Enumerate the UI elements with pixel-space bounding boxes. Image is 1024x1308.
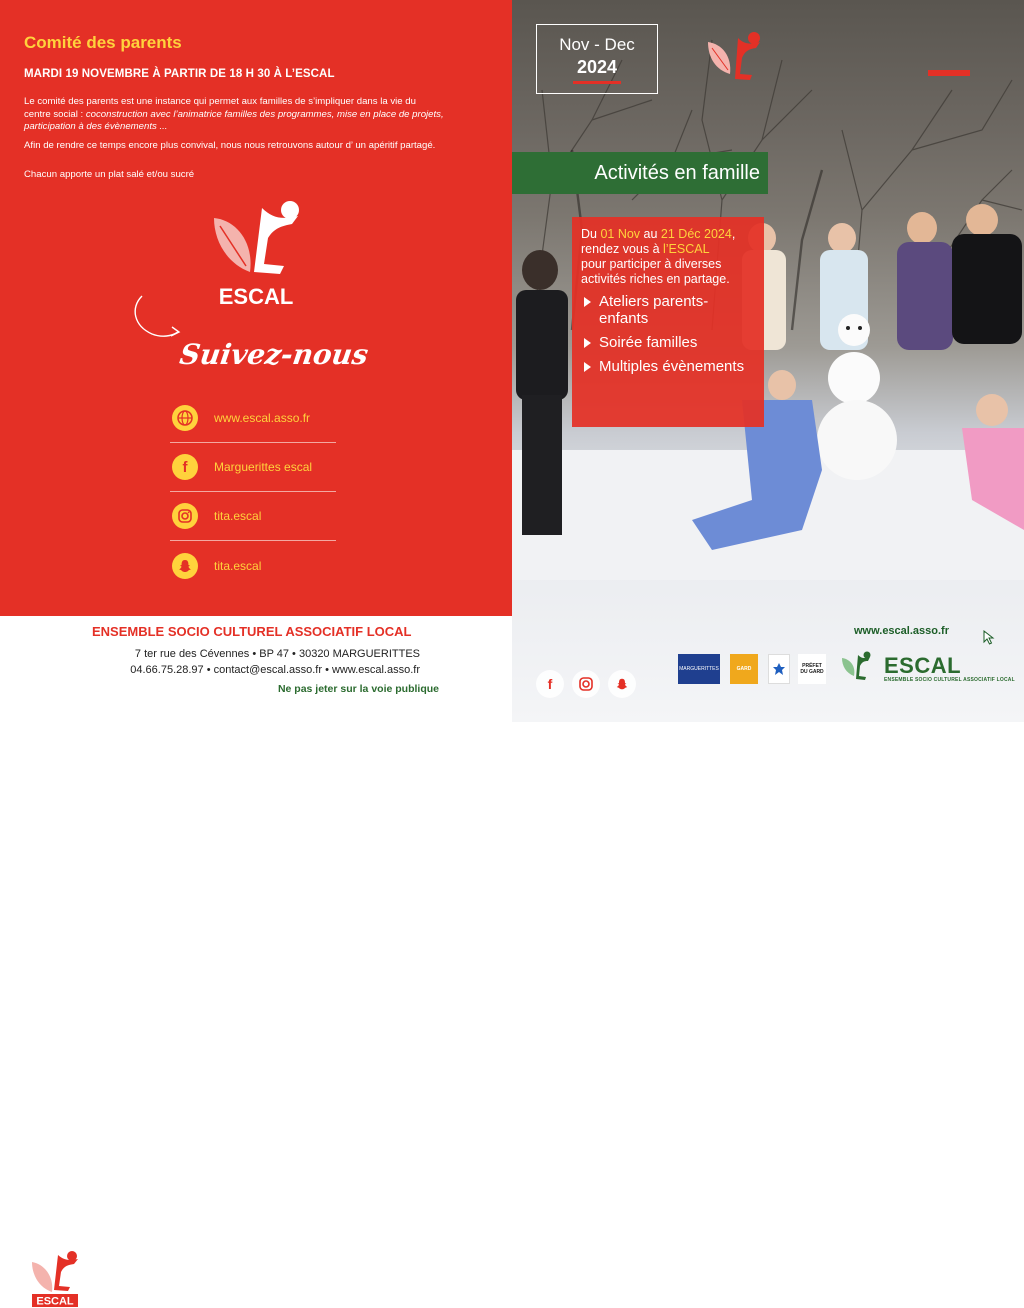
snapchat-icon[interactable]	[608, 670, 636, 698]
conviviality-paragraph: Afin de rendre ce temps encore plus convival, nous nous retrouvons autour d’ un apéritif partagé.	[24, 140, 436, 151]
event-date: MARDI 19 NOVEMBRE À PARTIR DE 18 H 30 À L’ESCAL	[24, 68, 335, 80]
activities-list	[581, 293, 756, 375]
activities-heading: Activités en famille	[512, 152, 768, 194]
facebook-icon[interactable]: f	[536, 670, 564, 698]
list-item: Soirée familles	[581, 334, 756, 351]
period-months: Nov - Dec	[559, 35, 635, 54]
period-underline	[573, 81, 621, 84]
social-label: tita.escal	[214, 509, 262, 523]
escal-green-mark-logo	[840, 650, 874, 682]
partner-logo-marguerittes: MARGUERITTES	[678, 654, 720, 684]
social-label: www.escal.asso.fr	[214, 411, 311, 425]
escal-brand-word: ESCAL	[884, 653, 962, 678]
period-box	[536, 24, 658, 94]
social-label: tita.escal	[214, 558, 262, 573]
escal-logo	[206, 198, 306, 310]
period-year: 2024	[576, 57, 618, 77]
escal-mark-logo	[702, 30, 772, 86]
website-link[interactable]: www.escal.asso.fr	[854, 625, 949, 637]
footer	[0, 616, 512, 1308]
follow-us-heading: Suivez-nous	[177, 338, 371, 371]
escal-brand-subtitle: ENSEMBLE SOCIO CULTUREL ASSOCIATIF LOCAL	[884, 677, 1015, 683]
section-title: Comité des parents	[24, 33, 182, 52]
activities-intro: Du 01 Nov au 21 Déc 2024, rendez vous à l’ESCAL pour participer à diverses activités riches en partage.	[581, 227, 736, 286]
partner-logo-prefet: PRÉFET DU GARD	[798, 654, 826, 684]
right-panel	[512, 0, 1024, 722]
red-stripe	[928, 70, 970, 76]
instagram-icon	[172, 503, 198, 529]
list-item: Multiples évènements	[581, 358, 756, 375]
logo-text: ESCAL	[218, 284, 294, 309]
instagram-icon[interactable]	[572, 670, 600, 698]
description-paragraph: Le comité des parents est une instance qui permet aux familles de s’impliquer dans la vie du centre social : coconstruction avec l’animatrice familles des programmes, mise en place de projets, participation à des évènements ...	[24, 96, 444, 132]
social-link-facebook[interactable]	[170, 443, 336, 492]
disposal-notice: Ne pas jeter sur la voie publique	[277, 683, 439, 695]
address-line: 7 ter rue des Cévennes • BP 47 • 30320 MARGUERITTES	[134, 648, 420, 660]
facebook-icon: f	[172, 454, 198, 480]
bring-dish-paragraph: Chacun apporte un plat salé et/ou sucré	[24, 169, 195, 180]
escal-footer-logo	[28, 1248, 82, 1308]
list-item: Ateliers parents-enfants	[581, 293, 756, 327]
footer-logo-text: ESCAL	[36, 1295, 74, 1308]
cursor-click-icon	[982, 629, 996, 645]
curl-arrow-icon	[128, 292, 188, 344]
snapchat-icon	[172, 553, 198, 579]
social-link-snapchat[interactable]	[170, 541, 336, 590]
social-label: Marguerittes escal	[214, 460, 313, 474]
activities-box	[572, 217, 764, 427]
contact-line: 04.66.75.28.97 • contact@escal.asso.fr • www.escal.asso.fr	[130, 664, 420, 676]
partner-logo-caf	[768, 654, 790, 684]
partner-logo-gard: GARD	[730, 654, 758, 684]
left-panel	[0, 0, 512, 616]
globe-icon	[172, 405, 198, 431]
social-link-instagram[interactable]	[170, 492, 336, 541]
social-link-website[interactable]	[170, 394, 336, 443]
organization-name: ENSEMBLE SOCIO CULTUREL ASSOCIATIF LOCAL	[92, 624, 412, 639]
